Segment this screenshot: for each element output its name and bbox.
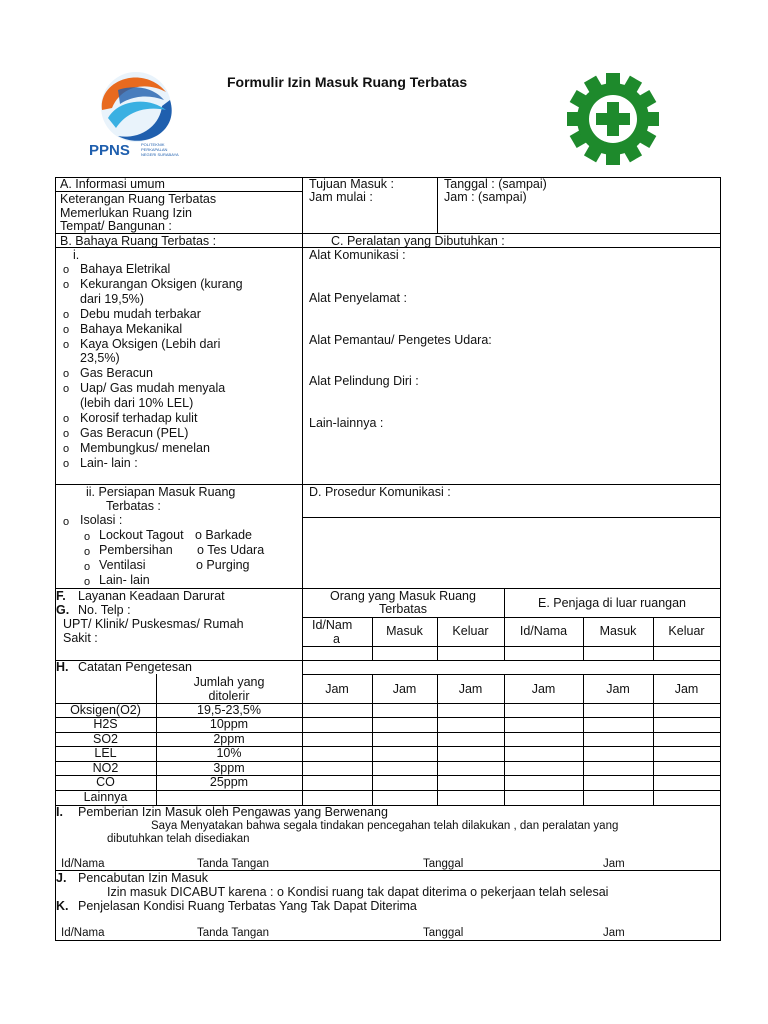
jam-header: Jam xyxy=(674,682,699,696)
prep-item: Lain- lain xyxy=(99,573,150,587)
hazard-item-cont: (lebih dari 10% LEL) xyxy=(80,396,194,410)
hazard-checkbox[interactable]: o xyxy=(63,279,70,291)
col-header-masuk: Masuk xyxy=(599,624,637,638)
hazard-item: Korosif terhadap kulit xyxy=(80,411,198,425)
section-h-label: Catatan Pengetesan xyxy=(78,660,192,674)
hazard-checkbox[interactable]: o xyxy=(63,264,70,276)
section-j-letter: J. xyxy=(56,871,67,885)
section-c-header: C. Peralatan yang Dibutuhkan : xyxy=(331,234,505,248)
alat-penyelamat-field[interactable]: Alat Penyelamat : xyxy=(309,291,407,305)
prep-checkbox[interactable]: o xyxy=(84,531,91,543)
section-a-header: A. Informasi umum xyxy=(60,177,165,191)
section-a-line-2: Memerlukan Ruang Izin xyxy=(60,206,193,220)
section-i-statement-cont: dibutuhkan telah disediakan xyxy=(107,833,250,845)
hazard-item: Kaya Oksigen (Lebih dari xyxy=(80,337,221,351)
sign-idnama[interactable]: Id/Nama xyxy=(61,927,105,939)
gas-limit: 10% xyxy=(216,746,242,760)
section-i-label: Pemberian Izin Masuk oleh Pengawas yang Berwenang xyxy=(78,805,388,819)
k3-gear-cross-icon xyxy=(566,72,660,166)
jam-header: Jam xyxy=(531,682,556,696)
page-title: Formulir Izin Masuk Ruang Terbatas xyxy=(227,74,468,90)
hazard-item: Lain- lain : xyxy=(80,456,138,470)
tanggal-sampai-field[interactable]: Tanggal : (sampai) xyxy=(444,177,547,191)
ppns-logo-subtext-2: PERKAPALAN xyxy=(141,147,168,152)
jumlah-ditolerir-header-cont: ditolerir xyxy=(208,689,250,703)
tujuan-masuk-field[interactable]: Tujuan Masuk : xyxy=(309,177,394,191)
section-h-letter: H. xyxy=(56,660,69,674)
prep-item: Lockout Tagout xyxy=(99,528,184,542)
gas-name: SO2 xyxy=(92,732,118,746)
upt-label: UPT/ Klinik/ Puskesmas/ Rumah xyxy=(63,617,244,631)
no-telp-field[interactable]: No. Telp : xyxy=(78,603,131,617)
ppns-logo-subtext-1: POLITEKNIK xyxy=(141,142,165,147)
hazard-item-cont: 23,5%) xyxy=(80,351,120,365)
section-g-letter: G. xyxy=(56,603,70,617)
ppns-logo-subtext-3: NEGERI SURABAYA xyxy=(141,152,179,157)
section-f-letter: F. xyxy=(56,589,66,603)
sign-tanggal[interactable]: Tanggal xyxy=(423,858,464,870)
hazard-item: Debu mudah terbakar xyxy=(80,307,201,321)
section-b-header: B. Bahaya Ruang Terbatas : xyxy=(60,234,217,248)
hazard-checkbox[interactable]: o xyxy=(63,443,70,455)
section-d-header: D. Prosedur Komunikasi : xyxy=(309,485,451,499)
hazard-item: Bahaya Eletrikal xyxy=(80,262,171,276)
hazard-checkbox[interactable]: o xyxy=(63,339,70,351)
sign-tanggal[interactable]: Tanggal xyxy=(423,927,464,939)
gas-name: CO xyxy=(96,775,115,789)
hazard-checkbox[interactable]: o xyxy=(63,428,70,440)
section-j-statement[interactable]: Izin masuk DICABUT karena : o Kondisi ruang tak dapat diterima o pekerjaan telah selesai xyxy=(107,885,609,899)
sign-tanda-tangan[interactable]: Tanda Tangan xyxy=(197,858,270,870)
section-b-roman-i: i. xyxy=(73,248,80,262)
gas-name: Oksigen(O2) xyxy=(70,703,141,717)
jumlah-ditolerir-header: Jumlah yang xyxy=(193,675,265,689)
jam-header: Jam xyxy=(458,682,483,696)
col-header-idnama-cont: a xyxy=(333,632,340,646)
gas-limit: 2ppm xyxy=(213,732,245,746)
upt-label-cont: Sakit : xyxy=(63,631,98,645)
section-f-label: Layanan Keadaan Darurat xyxy=(78,589,225,603)
hazard-item: Gas Beracun xyxy=(80,366,153,380)
sign-jam[interactable]: Jam xyxy=(603,858,625,870)
prep-item-right[interactable]: o Tes Udara xyxy=(197,543,265,557)
hazard-checkbox[interactable]: o xyxy=(63,413,70,425)
prep-item: Ventilasi xyxy=(99,558,146,572)
prep-item: Pembersihan xyxy=(99,543,173,557)
gas-name: Lainnya xyxy=(83,790,128,804)
section-k-label: Penjelasan Kondisi Ruang Terbatas Yang Tak Dapat Diterima xyxy=(78,899,417,913)
hazard-checkbox[interactable]: o xyxy=(63,383,70,395)
jam-header: Jam xyxy=(325,682,349,696)
prep-checkbox[interactable]: o xyxy=(84,546,91,558)
jam-header: Jam xyxy=(392,682,417,696)
hazard-item: Bahaya Mekanikal xyxy=(80,322,183,336)
section-ii-title-cont: Terbatas : xyxy=(106,499,161,513)
col-header-keluar: Keluar xyxy=(668,624,705,638)
gas-limit: 3ppm xyxy=(213,761,245,775)
col-header-idnama: Id/Nama xyxy=(519,624,568,638)
hazard-checkbox[interactable]: o xyxy=(63,368,70,380)
gas-name: H2S xyxy=(93,717,118,731)
alat-pelindung-field[interactable]: Alat Pelindung Diri : xyxy=(309,374,419,388)
hazard-item: Gas Beracun (PEL) xyxy=(80,426,189,440)
gas-limit: 25ppm xyxy=(209,775,249,789)
col-header-idnama: Id/Nam xyxy=(312,618,353,632)
gas-limit: 19,5-23,5% xyxy=(197,703,261,717)
sign-idnama[interactable]: Id/Nama xyxy=(61,858,105,870)
hazard-item: Membungkus/ menelan xyxy=(80,441,210,455)
hazard-checkbox[interactable]: o xyxy=(63,458,70,470)
hazard-item: Uap/ Gas mudah menyala xyxy=(80,381,226,395)
isolasi-label: Isolasi : xyxy=(80,513,123,527)
hazard-item-cont: dari 19,5%) xyxy=(80,292,144,306)
jam-header: Jam xyxy=(606,682,630,696)
gas-limit: 10ppm xyxy=(209,717,249,731)
hazard-checkbox[interactable]: o xyxy=(63,324,70,336)
ppns-logo-text: PPNS xyxy=(89,142,130,159)
jam-mulai-field[interactable]: Jam mulai : xyxy=(309,190,373,204)
orang-masuk-header-cont: Terbatas xyxy=(379,602,427,616)
gas-name: NO2 xyxy=(92,761,119,775)
jam-sampai-field[interactable]: Jam : (sampai) xyxy=(444,190,527,204)
hazard-checkbox[interactable]: o xyxy=(63,309,70,321)
prep-checkbox[interactable]: o xyxy=(84,561,91,573)
hazard-item: Kekurangan Oksigen (kurang xyxy=(80,277,243,291)
prep-item-right[interactable]: o Barkade xyxy=(195,528,252,542)
col-header-keluar: Keluar xyxy=(452,624,489,638)
lain-lainnya-field[interactable]: Lain-lainnya : xyxy=(309,416,384,430)
prep-checkbox[interactable]: o xyxy=(84,576,91,588)
alat-komunikasi-field[interactable]: Alat Komunikasi : xyxy=(309,248,406,262)
section-a-line-1: Keterangan Ruang Terbatas xyxy=(60,192,217,206)
sign-tanda-tangan[interactable]: Tanda Tangan xyxy=(197,927,270,939)
orang-masuk-header: Orang yang Masuk Ruang xyxy=(330,589,476,603)
section-i-statement: Saya Menyatakan bahwa segala tindakan pencegahan telah dilakukan , dan peralatan yang xyxy=(151,820,619,832)
isolasi-checkbox[interactable]: o xyxy=(63,516,70,528)
col-header-masuk: Masuk xyxy=(386,624,423,638)
alat-pemantau-field[interactable]: Alat Pemantau/ Pengetes Udara: xyxy=(309,333,492,347)
section-j-label: Pencabutan Izin Masuk xyxy=(78,871,208,885)
gas-name: LEL xyxy=(94,746,117,760)
section-a-line-3: Tempat/ Bangunan : xyxy=(60,219,172,233)
section-i-letter: I. xyxy=(56,805,63,819)
prep-item-right[interactable]: o Purging xyxy=(196,558,250,572)
section-k-letter: K. xyxy=(56,899,69,913)
sign-jam[interactable]: Jam xyxy=(603,927,625,939)
section-ii-title: ii. Persiapan Masuk Ruang xyxy=(86,485,236,499)
penjaga-header: E. Penjaga di luar ruangan xyxy=(537,596,687,610)
